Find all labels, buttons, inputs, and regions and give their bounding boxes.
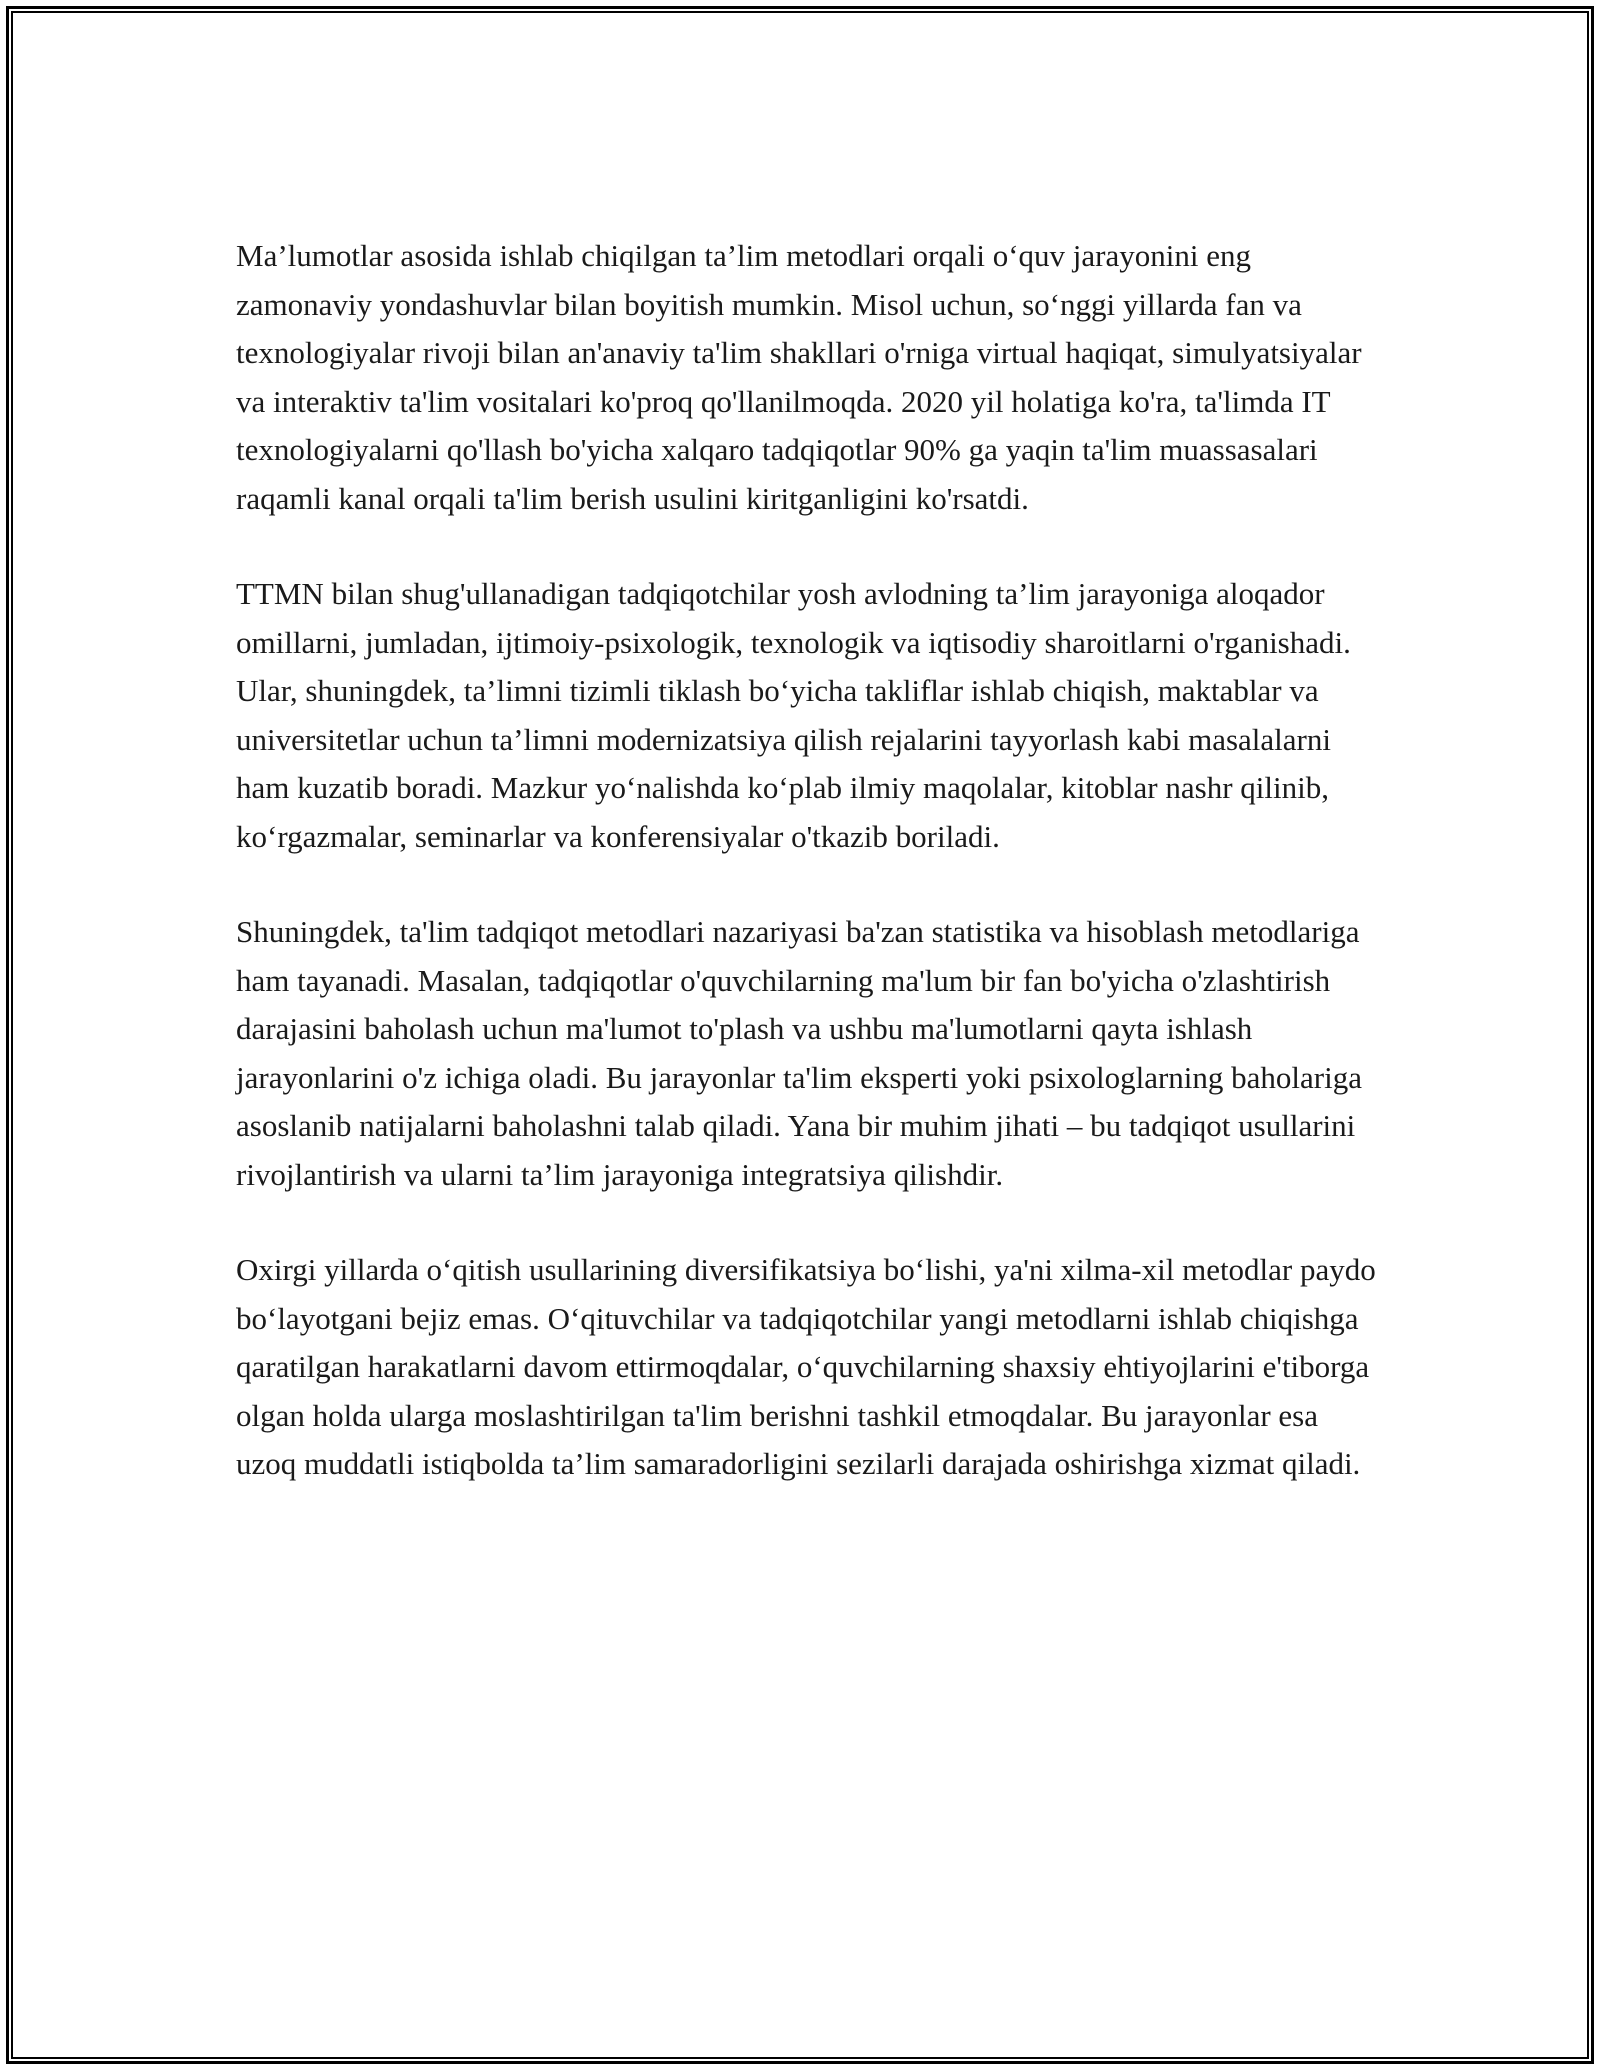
paragraph-4: Oxirgi yillarda o‘qitish usullarining diversifikatsiya bo‘lishi, ya'ni xilma-xil metodlar paydo bo‘layotgani bejiz emas. O‘qituvchilar va tadqiqotchilar yangi metodlarni ishlab chiqishga qaratilgan harakatlarni davom ettirmoqdalar, o‘quvchilarning shaxsiy ehtiyojlarini e'tiborga olgan holda ularga moslashtirilgan ta'lim berishni tashkil etmoqdalar. Bu jarayonlar esa uzoq muddatli istiqbolda ta’lim samaradorligini sezilarli darajada oshirishga xizmat qiladi. [236, 1252, 1376, 1481]
document-body [236, 232, 1376, 1536]
paragraph-2: TTMN bilan shug'ullanadigan tadqiqotchilar yosh avlodning ta’lim jarayoniga aloqador omillarni, jumladan, ijtimoiy-psixologik, texnologik va iqtisodiy sharoitlarni o'rganishadi. Ular, shuningdek, ta’limni tizimli tiklash bo‘yicha takliflar ishlab chiqish, maktablar va universitetlar uchun ta’limni modernizatsiya qilish rejalarini tayyorlash kabi masalalarni ham kuzatib boradi. Mazkur yo‘nalishda ko‘plab ilmiy maqolalar, kitoblar nashr qilinib, ko‘rgazmalar, seminarlar va konferensiyalar o'tkazib boriladi. [236, 576, 1351, 854]
paragraph-1: Ma’lumotlar asosida ishlab chiqilgan ta’lim metodlari orqali o‘quv jarayonini eng zamonaviy yondashuvlar bilan boyitish mumkin. Misol uchun, so‘nggi yillarda fan va texnologiyalar rivoji bilan an'anaviy ta'lim shakllari o'rniga virtual haqiqat, simulyatsiyalar va interaktiv ta'lim vositalari ko'proq qo'llanilmoqda. 2020 yil holatiga ko'ra, ta'limda IT texnologiyalarni qo'llash bo'yicha xalqaro tadqiqotlar 90% ga yaqin ta'lim muassasalari raqamli kanal orqali ta'lim berish usulini kiritganligini ko'rsatdi. [236, 238, 1362, 516]
paragraph-3: Shuningdek, ta'lim tadqiqot metodlari nazariyasi ba'zan statistika va hisoblash metodlariga ham tayanadi. Masalan, tadqiqotlar o'quvchilarning ma'lum bir fan bo'yicha o'zlashtirish darajasini baholash uchun ma'lumot to'plash va ushbu ma'lumotlarni qayta ishlash jarayonlarini o'z ichiga oladi. Bu jarayonlar ta'lim eksperti yoki psixologlarning baholariga asoslanib natijalarni baholashni talab qiladi. Yana bir muhim jihati – bu tadqiqot usullarini rivojlantirish va ularni ta’lim jarayoniga integratsiya qilishdir. [236, 914, 1362, 1192]
